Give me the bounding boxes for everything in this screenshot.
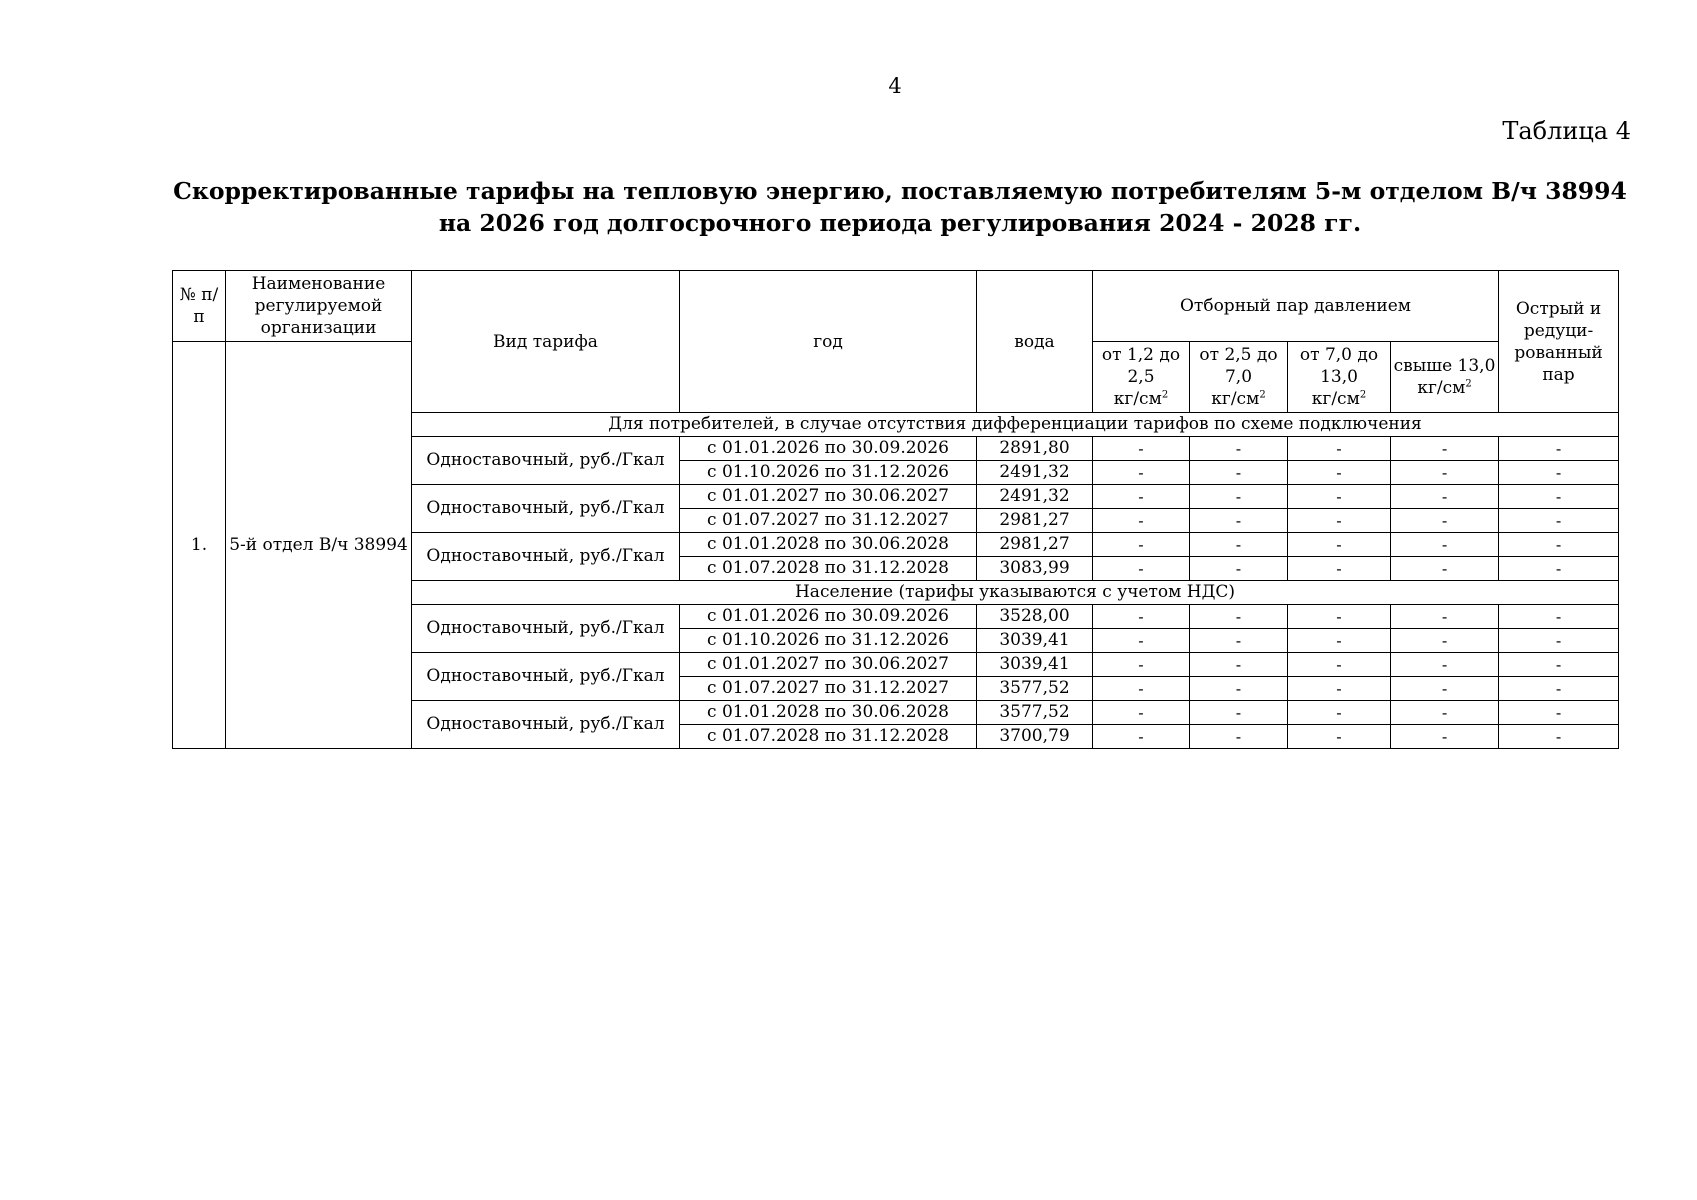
- steam-p1-cell: -: [1093, 605, 1190, 629]
- steam-sharp-cell: -: [1499, 461, 1619, 485]
- pressure-unit-text: кг/см: [1417, 378, 1466, 398]
- water-tariff-cell: 3039,41: [977, 653, 1093, 677]
- steam-p2-cell: -: [1190, 533, 1288, 557]
- section-title: Для потребителей, в случае отсутствия дифференциации тарифов по схеме подключения: [412, 413, 1619, 437]
- water-tariff-cell: 2981,27: [977, 533, 1093, 557]
- steam-p3-cell: -: [1288, 437, 1391, 461]
- period-cell: с 01.01.2028 по 30.06.2028: [680, 533, 977, 557]
- steam-p3-cell: -: [1288, 485, 1391, 509]
- tariff-type-cell: Одноставочный, руб./Гкал: [412, 653, 680, 701]
- steam-sharp-cell: -: [1499, 725, 1619, 749]
- water-tariff-cell: 3577,52: [977, 701, 1093, 725]
- water-tariff-cell: 3083,99: [977, 557, 1093, 581]
- steam-p1-cell: -: [1093, 629, 1190, 653]
- pressure-unit-text: кг/см: [1311, 389, 1360, 409]
- header-pressure-1: [1093, 342, 1190, 413]
- steam-p2-cell: -: [1190, 605, 1288, 629]
- steam-p3-cell: -: [1288, 509, 1391, 533]
- page-number: 4: [888, 74, 902, 98]
- header-steam-group: Отборный пар давлением: [1093, 271, 1499, 342]
- steam-sharp-cell: -: [1499, 485, 1619, 509]
- steam-p3-cell: -: [1288, 533, 1391, 557]
- steam-p3-cell: -: [1288, 605, 1391, 629]
- steam-sharp-cell: -: [1499, 653, 1619, 677]
- document-title: Скорректированные тарифы на тепловую энергию, поставляемую потребителям 5-м отделом В/ч 38994 на 2026 год долгосрочного периода регулирования 2024 - 2028 гг.: [173, 177, 1627, 237]
- steam-sharp-cell: -: [1499, 437, 1619, 461]
- steam-p1-cell: -: [1093, 725, 1190, 749]
- header-pressure-3: [1288, 342, 1391, 413]
- pressure-unit: [1095, 388, 1187, 410]
- pressure-range: от 7,0 до 13,0: [1299, 345, 1379, 387]
- pressure-range: свыше 13,0: [1393, 356, 1496, 376]
- tariff-type-cell: Одноставочный, руб./Гкал: [412, 605, 680, 653]
- steam-p4-cell: -: [1391, 701, 1499, 725]
- steam-p4-cell: -: [1391, 725, 1499, 749]
- steam-p3-cell: -: [1288, 677, 1391, 701]
- steam-p2-cell: -: [1190, 437, 1288, 461]
- header-num: № п/п: [173, 271, 226, 342]
- steam-p1-cell: -: [1093, 509, 1190, 533]
- header-pressure-2: [1190, 342, 1288, 413]
- steam-p2-cell: -: [1190, 677, 1288, 701]
- steam-p4-cell: -: [1391, 629, 1499, 653]
- table-label: Таблица 4: [1502, 117, 1631, 145]
- steam-p4-cell: -: [1391, 677, 1499, 701]
- header-tariff-type: Вид тарифа: [412, 271, 680, 413]
- water-tariff-cell: 3528,00: [977, 605, 1093, 629]
- steam-p1-cell: -: [1093, 653, 1190, 677]
- steam-p2-cell: -: [1190, 557, 1288, 581]
- water-tariff-cell: 2891,80: [977, 437, 1093, 461]
- tariff-type-cell: Одноставочный, руб./Гкал: [412, 437, 680, 485]
- pressure-unit: [1393, 377, 1496, 399]
- period-cell: с 01.07.2027 по 31.12.2027: [680, 509, 977, 533]
- section-title: Население (тарифы указываются с учетом НДС): [412, 581, 1619, 605]
- pressure-unit-exponent: 2: [1359, 389, 1367, 401]
- tariff-type-cell: Одноставочный, руб./Гкал: [412, 485, 680, 533]
- steam-p2-cell: -: [1190, 629, 1288, 653]
- steam-sharp-cell: -: [1499, 605, 1619, 629]
- pressure-unit-text: кг/см: [1211, 389, 1260, 409]
- steam-p4-cell: -: [1391, 605, 1499, 629]
- pressure-unit-exponent: 2: [1465, 378, 1472, 390]
- header-water: вода: [977, 271, 1093, 413]
- steam-p1-cell: -: [1093, 557, 1190, 581]
- steam-p1-cell: -: [1093, 485, 1190, 509]
- water-tariff-cell: 3700,79: [977, 725, 1093, 749]
- header-sharp-steam: Острый и редуци-рованный пар: [1499, 271, 1619, 413]
- steam-sharp-cell: -: [1499, 701, 1619, 725]
- water-tariff-cell: 2981,27: [977, 509, 1093, 533]
- steam-p2-cell: -: [1190, 653, 1288, 677]
- steam-p4-cell: -: [1391, 509, 1499, 533]
- steam-p2-cell: -: [1190, 485, 1288, 509]
- steam-p2-cell: -: [1190, 701, 1288, 725]
- steam-p3-cell: -: [1288, 725, 1391, 749]
- steam-p1-cell: -: [1093, 701, 1190, 725]
- steam-p3-cell: -: [1288, 557, 1391, 581]
- tariff-type-cell: Одноставочный, руб./Гкал: [412, 701, 680, 749]
- tariff-table: [172, 270, 1619, 749]
- steam-p4-cell: -: [1391, 461, 1499, 485]
- tariff-type-cell: Одноставочный, руб./Гкал: [412, 533, 680, 581]
- steam-p3-cell: -: [1288, 629, 1391, 653]
- steam-p3-cell: -: [1288, 461, 1391, 485]
- steam-p3-cell: -: [1288, 701, 1391, 725]
- pressure-range: от 2,5 до 7,0: [1199, 345, 1278, 387]
- steam-sharp-cell: -: [1499, 629, 1619, 653]
- period-cell: с 01.10.2026 по 31.12.2026: [680, 461, 977, 485]
- steam-sharp-cell: -: [1499, 677, 1619, 701]
- pressure-range: от 1,2 до 2,5: [1101, 345, 1181, 387]
- water-tariff-cell: 3577,52: [977, 677, 1093, 701]
- period-cell: с 01.07.2028 по 31.12.2028: [680, 557, 977, 581]
- steam-p4-cell: -: [1391, 485, 1499, 509]
- org-name: 5-й отдел В/ч 38994: [226, 342, 412, 749]
- header-pressure-4: [1391, 342, 1499, 413]
- header-org: Наименование регулируемой организации: [226, 271, 412, 342]
- period-cell: с 01.10.2026 по 31.12.2026: [680, 629, 977, 653]
- period-cell: с 01.07.2028 по 31.12.2028: [680, 725, 977, 749]
- steam-p4-cell: -: [1391, 437, 1499, 461]
- steam-p1-cell: -: [1093, 437, 1190, 461]
- steam-sharp-cell: -: [1499, 533, 1619, 557]
- steam-p4-cell: -: [1391, 653, 1499, 677]
- pressure-unit-exponent: 2: [1161, 389, 1169, 401]
- period-cell: с 01.07.2027 по 31.12.2027: [680, 677, 977, 701]
- steam-p2-cell: -: [1190, 461, 1288, 485]
- pressure-unit-exponent: 2: [1259, 389, 1266, 401]
- period-cell: с 01.01.2026 по 30.09.2026: [680, 605, 977, 629]
- steam-p2-cell: -: [1190, 509, 1288, 533]
- steam-p1-cell: -: [1093, 461, 1190, 485]
- steam-sharp-cell: -: [1499, 509, 1619, 533]
- steam-p3-cell: -: [1288, 653, 1391, 677]
- steam-p1-cell: -: [1093, 677, 1190, 701]
- period-cell: с 01.01.2026 по 30.09.2026: [680, 437, 977, 461]
- steam-p1-cell: -: [1093, 533, 1190, 557]
- water-tariff-cell: 2491,32: [977, 485, 1093, 509]
- steam-sharp-cell: -: [1499, 557, 1619, 581]
- period-cell: с 01.01.2027 по 30.06.2027: [680, 653, 977, 677]
- org-number: 1.: [173, 342, 226, 749]
- header-year: год: [680, 271, 977, 413]
- water-tariff-cell: 3039,41: [977, 629, 1093, 653]
- steam-p4-cell: -: [1391, 557, 1499, 581]
- period-cell: с 01.01.2027 по 30.06.2027: [680, 485, 977, 509]
- steam-p4-cell: -: [1391, 533, 1499, 557]
- pressure-unit-text: кг/см: [1113, 389, 1162, 409]
- steam-p2-cell: -: [1190, 725, 1288, 749]
- period-cell: с 01.01.2028 по 30.06.2028: [680, 701, 977, 725]
- pressure-unit: [1290, 388, 1388, 410]
- water-tariff-cell: 2491,32: [977, 461, 1093, 485]
- pressure-unit: [1192, 388, 1285, 410]
